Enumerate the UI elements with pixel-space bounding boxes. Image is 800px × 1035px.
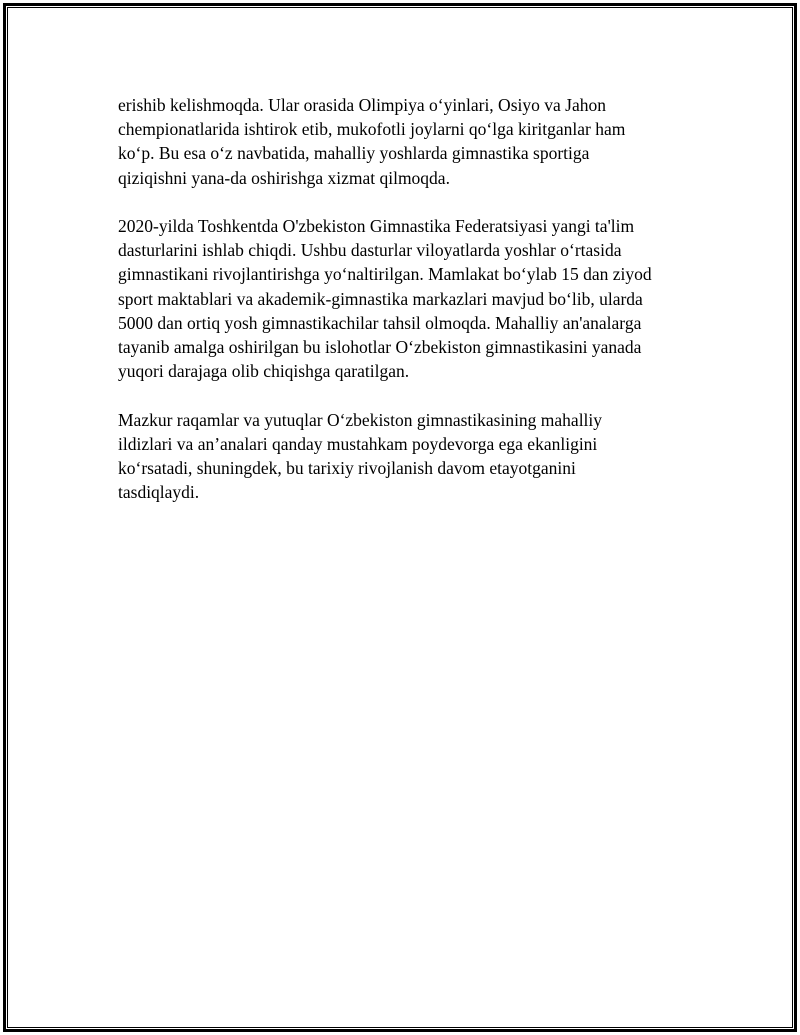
text-line: Mazkur raqamlar va yutuqlar Oʻzbekiston gimnastikasining mahalliy [118,409,603,430]
text-line: koʻrsatadi, shuningdek, bu tarixiy rivojlanish davom etayotganini [118,458,576,479]
text-line: 5000 dan ortiq yosh gimnastikachilar tahsil olmoqda. Mahalliy an'analarga [118,312,642,333]
paragraph-federation-programs [118,214,698,383]
text-line: chempionatlarida ishtirok etib, mukofotli joylarni qoʻlga kiritganlar ham [118,119,626,140]
document-body [118,93,698,529]
text-line: dasturlarini ishlab chiqdi. Ushbu dasturlar viloyatlarda yoshlar oʻrtasida [118,240,622,261]
text-line: koʻp. Bu esa oʻz navbatida, mahalliy yoshlarda gimnastika sportiga [118,143,590,164]
text-line: qiziqishni yana-da oshirishga xizmat qilmoqda. [118,167,450,188]
paragraph-conclusion [118,408,698,505]
text-line: tayanib amalga oshirilgan bu islohotlar Oʻzbekiston gimnastikasini yanada [118,337,642,358]
text-line: ildizlari va an’analari qanday mustahkam poydevorga ega ekanligini [118,433,598,454]
text-line: tasdiqlaydi. [118,482,200,503]
text-line: sport maktablari va akademik-gimnastika markazlari mavjud boʻlib, ularda [118,288,643,309]
text-line: gimnastikani rivojlantirishga yoʻnaltirilgan. Mamlakat boʻylab 15 dan ziyod [118,264,652,285]
paragraph-achievements [118,93,698,190]
text-line: yuqori darajaga olib chiqishga qaratilgan. [118,361,410,382]
text-line: 2020-yilda Toshkentda O'zbekiston Gimnastika Federatsiyasi yangi ta'lim [118,216,635,236]
text-line: erishib kelishmoqda. Ular orasida Olimpiya oʻyinlari, Osiyo va Jahon [118,95,606,115]
